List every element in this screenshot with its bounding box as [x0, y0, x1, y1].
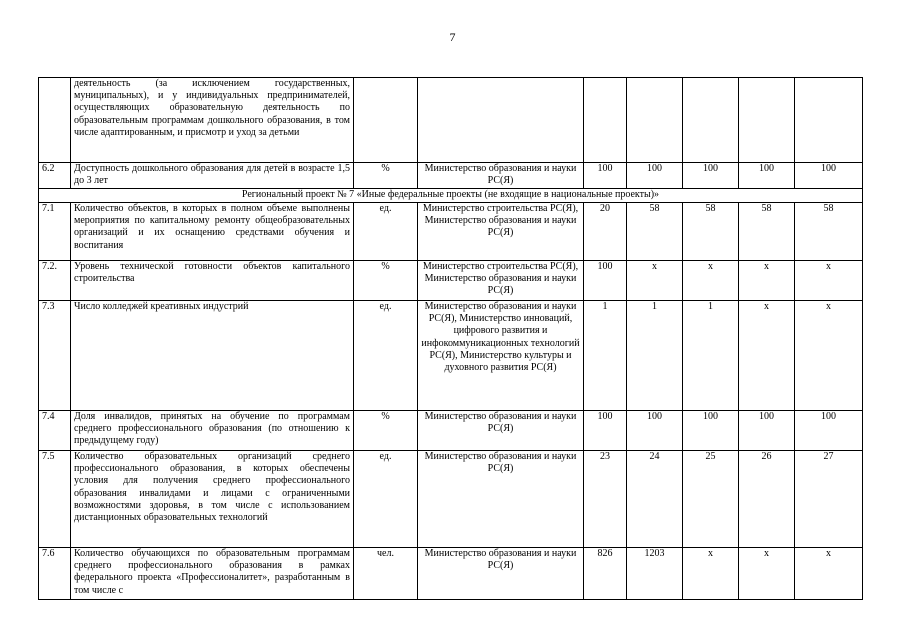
section-row [39, 189, 863, 203]
value-cell: 24 [627, 451, 683, 548]
indicator-name: Доступность дошкольного образования для детей в возрасте 1,5 до 3 лет [71, 163, 354, 189]
table-row [39, 411, 863, 451]
row-number: 7.5 [39, 451, 71, 548]
value-cell: 100 [795, 163, 863, 189]
value-cell: x [683, 261, 739, 301]
table-row [39, 548, 863, 600]
value-cell: 1 [584, 301, 627, 411]
indicator-name: деятельность (за исключением государственных, муниципальных), и у индивидуальных предпринимателей, осуществляющих образовательную деятельность по образовательным программам дошкольного образования, в том числе адаптированным, и присмотр и уход за детьми [71, 78, 354, 163]
table-row [39, 301, 863, 411]
value-cell: 100 [627, 411, 683, 451]
value-cell: 58 [739, 203, 795, 261]
value-cell: 25 [683, 451, 739, 548]
table-row [39, 203, 863, 261]
section-title: Региональный проект № 7 «Иные федеральные проекты (не входящие в национальные проекты)» [39, 189, 863, 203]
responsible-cell: Министерство образования и науки РС(Я) [418, 451, 584, 548]
value-cell: x [739, 548, 795, 600]
unit-cell: % [354, 163, 418, 189]
value-cell [739, 78, 795, 163]
value-cell: 100 [584, 163, 627, 189]
unit-cell: ед. [354, 301, 418, 411]
row-number: 7.6 [39, 548, 71, 600]
value-cell: x [739, 301, 795, 411]
table-row [39, 261, 863, 301]
responsible-cell: Министерство образования и науки РС(Я) [418, 163, 584, 189]
page-number: 7 [449, 30, 456, 44]
value-cell: x [739, 261, 795, 301]
row-number: 7.1 [39, 203, 71, 261]
indicator-name: Количество образовательных организаций среднего профессионального образования, в которых обеспечены условия для получения среднего профессионального образования инвалидами и лицами с ограниченными возможностями здоровья, в том числе с использованием дистанционных образовательных технологий [71, 451, 354, 548]
unit-cell: ед. [354, 203, 418, 261]
value-cell: 100 [627, 163, 683, 189]
value-cell: 20 [584, 203, 627, 261]
responsible-cell: Министерство образования и науки РС(Я) [418, 411, 584, 451]
indicator-name: Число колледжей креативных индустрий [71, 301, 354, 411]
value-cell: 100 [795, 411, 863, 451]
value-cell: 100 [584, 261, 627, 301]
value-cell: x [795, 548, 863, 600]
responsible-cell: Министерство образования и науки РС(Я) [418, 548, 584, 600]
value-cell: 58 [683, 203, 739, 261]
indicator-name: Уровень технической готовности объектов капитального строительства [71, 261, 354, 301]
row-number: 7.3 [39, 301, 71, 411]
value-cell [795, 78, 863, 163]
value-cell: 100 [683, 411, 739, 451]
value-cell: 1203 [627, 548, 683, 600]
value-cell: x [627, 261, 683, 301]
row-number: 7.4 [39, 411, 71, 451]
value-cell: 826 [584, 548, 627, 600]
indicators-table [38, 77, 863, 600]
table-row [39, 163, 863, 189]
responsible-cell: Министерство образования и науки РС(Я), Министерство инноваций, цифрового развития и инфокоммуникационных технологий РС(Я), Министерство культуры и духовного развития РС(Я) [418, 301, 584, 411]
value-cell: 23 [584, 451, 627, 548]
table-row [39, 78, 863, 163]
unit-cell: чел. [354, 548, 418, 600]
value-cell [627, 78, 683, 163]
indicator-name: Количество обучающихся по образовательным программам среднего профессионального образования в рамках федерального проекта «Профессионалитет», разработанным в том числе с [71, 548, 354, 600]
value-cell: 1 [627, 301, 683, 411]
row-number [39, 78, 71, 163]
value-cell: 26 [739, 451, 795, 548]
row-number: 7.2. [39, 261, 71, 301]
value-cell: 58 [627, 203, 683, 261]
responsible-cell: Министерство строительства РС(Я), Министерство образования и науки РС(Я) [418, 261, 584, 301]
unit-cell [354, 78, 418, 163]
unit-cell: % [354, 261, 418, 301]
responsible-cell: Министерство строительства РС(Я), Министерство образования и науки РС(Я) [418, 203, 584, 261]
value-cell: 100 [739, 163, 795, 189]
table-row [39, 451, 863, 548]
value-cell: 100 [584, 411, 627, 451]
value-cell: x [795, 261, 863, 301]
value-cell [584, 78, 627, 163]
value-cell [683, 78, 739, 163]
row-number: 6.2 [39, 163, 71, 189]
value-cell: 100 [739, 411, 795, 451]
unit-cell: % [354, 411, 418, 451]
indicator-name: Количество объектов, в которых в полном объеме выполнены мероприятия по капитальному ремонту общеобразовательных организаций и их оснащению средствами обучения и воспитания [71, 203, 354, 261]
value-cell: 27 [795, 451, 863, 548]
value-cell: x [683, 548, 739, 600]
responsible-cell [418, 78, 584, 163]
value-cell: 100 [683, 163, 739, 189]
value-cell: 1 [683, 301, 739, 411]
value-cell: 58 [795, 203, 863, 261]
value-cell: x [795, 301, 863, 411]
unit-cell: ед. [354, 451, 418, 548]
indicator-name: Доля инвалидов, принятых на обучение по программам среднего профессионального образования (по отношению к предыдущему году) [71, 411, 354, 451]
